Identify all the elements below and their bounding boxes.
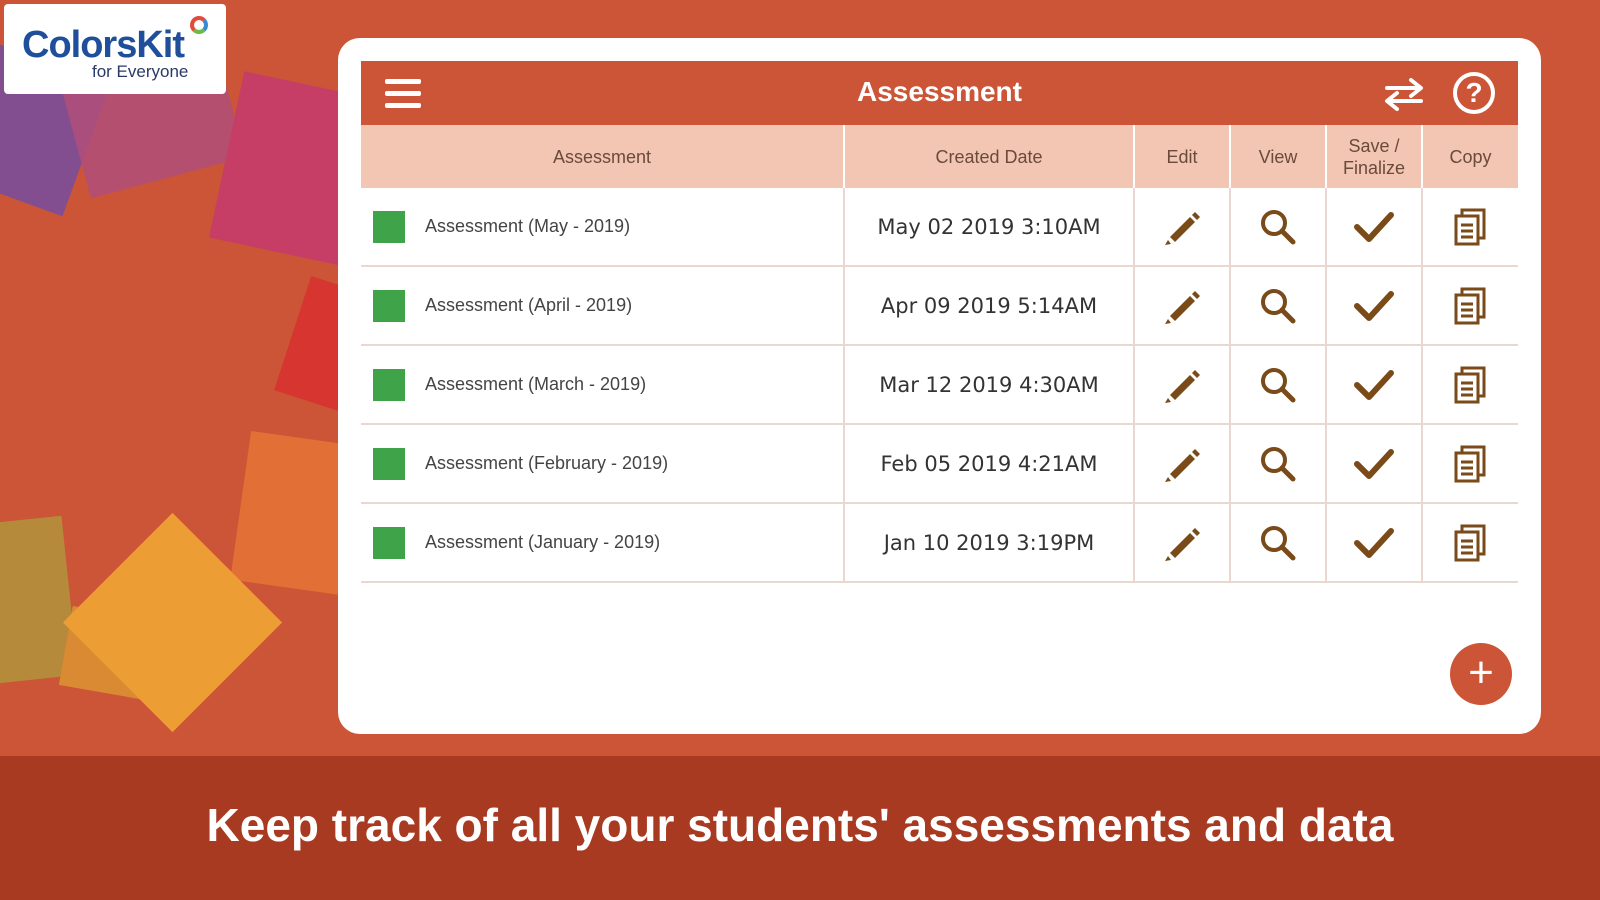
checkmark-icon[interactable] [1327,188,1423,265]
checkmark-icon[interactable] [1327,346,1423,423]
status-square-icon [373,290,405,322]
created-date-cell: Feb 05 2019 4:21AM [845,425,1135,502]
copy-icon[interactable] [1423,267,1518,344]
page-title: Assessment [857,76,1022,107]
promo-text: Keep track of all your students' assessments and data [206,799,1394,851]
assessment-card [338,38,1541,734]
view-icon[interactable] [1231,267,1327,344]
checkmark-icon[interactable] [1327,425,1423,502]
checkmark-icon[interactable] [1327,504,1423,581]
edit-icon[interactable] [1135,346,1231,423]
assessment-name: Assessment (May - 2019) [425,216,631,236]
assessment-name-cell[interactable] [361,504,845,581]
status-square-icon [373,211,405,243]
copy-icon[interactable] [1423,188,1518,265]
column-header-assessment[interactable]: Assessment [361,125,845,188]
checkmark-icon[interactable] [1327,267,1423,344]
edit-icon[interactable] [1135,267,1231,344]
table-row[interactable] [361,188,1518,267]
table-row[interactable] [361,504,1518,583]
table-header [361,125,1518,188]
assessment-name: Assessment (January - 2019) [425,532,661,552]
assessment-name-cell[interactable] [361,267,845,344]
column-header-save-finalize: Save / Finalize [1327,125,1423,188]
edit-icon[interactable] [1135,425,1231,502]
assessment-name-cell[interactable] [361,425,845,502]
copy-icon[interactable] [1423,425,1518,502]
copy-icon[interactable] [1423,504,1518,581]
brand-logo [4,4,226,94]
app-header [361,61,1518,125]
assessment-name: Assessment (February - 2019) [425,453,669,473]
brand-name: ColorsKit [22,24,184,66]
status-square-icon [373,369,405,401]
add-assessment-button[interactable]: + [1450,643,1512,705]
created-date-cell: Mar 12 2019 4:30AM [845,346,1135,423]
table-row[interactable] [361,267,1518,346]
created-date-cell: May 02 2019 3:10AM [845,188,1135,265]
assessment-name: Assessment (March - 2019) [425,374,647,394]
brand-tagline: for Everyone [92,62,189,81]
view-icon[interactable] [1231,188,1327,265]
table-row[interactable] [361,346,1518,425]
assessment-name-cell[interactable] [361,346,845,423]
view-icon[interactable] [1231,346,1327,423]
column-header-copy: Copy [1449,146,1492,167]
swap-arrows-icon[interactable] [1381,77,1427,111]
view-icon[interactable] [1231,504,1327,581]
help-icon[interactable]: ? [1453,72,1495,114]
view-icon[interactable] [1231,425,1327,502]
copy-icon[interactable] [1423,346,1518,423]
table-row[interactable] [361,425,1518,504]
edit-icon[interactable] [1135,188,1231,265]
assessment-name-cell[interactable] [361,188,845,265]
promo-banner [0,756,1600,900]
column-header-edit: Edit [1135,125,1231,188]
assessment-table-body [361,188,1518,583]
column-header-view: View [1231,125,1327,188]
column-header-created-date[interactable]: Created Date [845,125,1135,188]
status-square-icon [373,448,405,480]
logo-ring-icon [190,16,208,34]
edit-icon[interactable] [1135,504,1231,581]
created-date-cell: Apr 09 2019 5:14AM [845,267,1135,344]
status-square-icon [373,527,405,559]
assessment-name: Assessment (April - 2019) [425,295,633,315]
created-date-cell: Jan 10 2019 3:19PM [845,504,1135,581]
